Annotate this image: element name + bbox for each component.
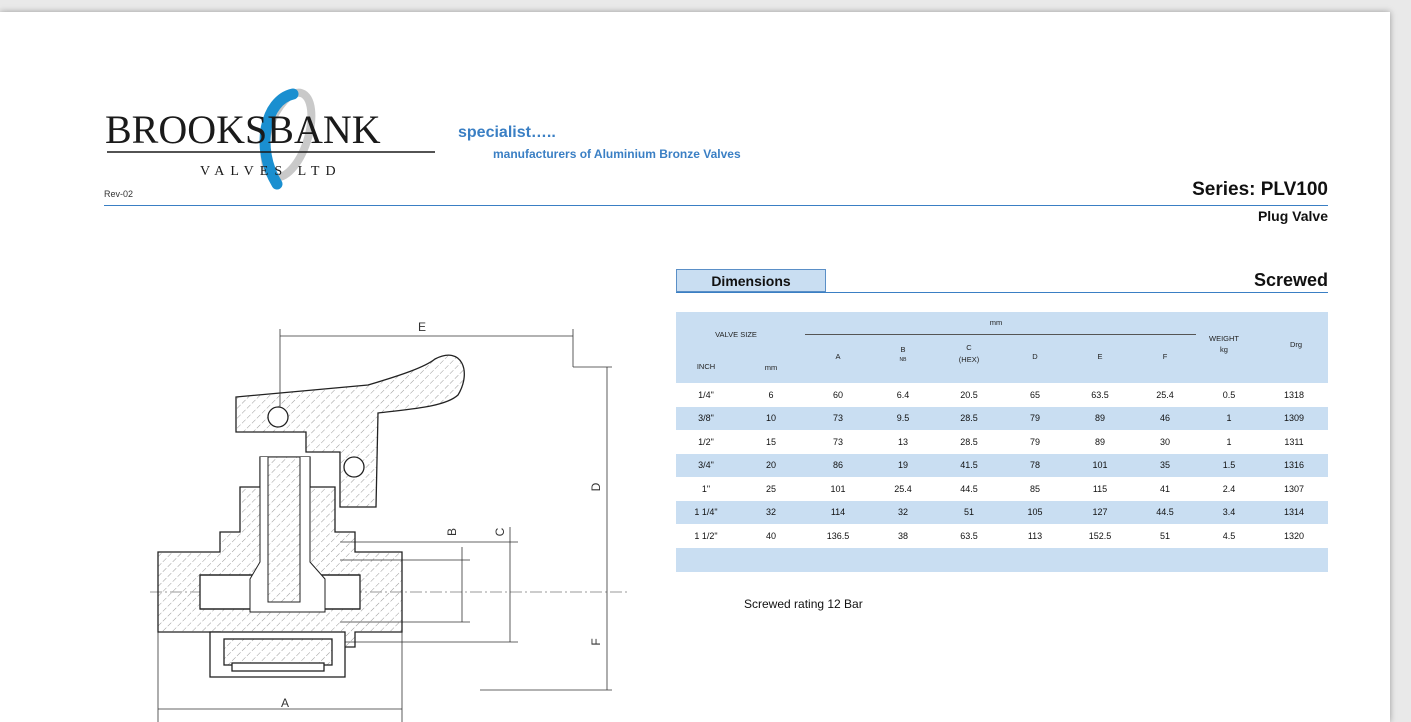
table-cell: 4.5	[1222, 530, 1236, 541]
dimensions-table	[676, 312, 1328, 572]
label-e: E	[417, 320, 427, 334]
table-cell: 1316	[1283, 460, 1305, 471]
table-cell: 20	[765, 460, 776, 471]
header-d: D	[1032, 352, 1038, 361]
table-cell: 105	[1027, 507, 1043, 518]
table-row	[676, 383, 1328, 407]
revision-label: Rev-02	[104, 189, 134, 199]
table-cell: 85	[1029, 483, 1040, 494]
table-cell: 51	[963, 507, 974, 518]
table-cell: 9.5	[896, 413, 910, 424]
label-a: A	[280, 696, 290, 710]
header-weight: WEIGHT	[1209, 334, 1239, 343]
table-cell: 20.5	[960, 389, 978, 400]
table-cell: 89	[1094, 413, 1105, 424]
table-cell: 136.5	[826, 530, 850, 541]
table-cell: 63.5	[960, 530, 978, 541]
table-cell: 1307	[1283, 483, 1305, 494]
product-subtitle: Plug Valve	[1257, 208, 1328, 224]
connection-type: Screwed	[1253, 270, 1328, 290]
table-cell: 1309	[1283, 413, 1305, 424]
table-cell: 1/4"	[698, 389, 714, 400]
table-cell: 101	[830, 483, 846, 494]
table-cell: 101	[1092, 460, 1108, 471]
table-cell: 1 1/2"	[694, 530, 718, 541]
table-cell: 73	[832, 413, 843, 424]
table-header	[676, 312, 1328, 383]
table-cell: 115	[1092, 483, 1108, 494]
header-c: C	[966, 343, 972, 352]
dimension-d	[573, 367, 612, 592]
label-d: D	[589, 482, 603, 492]
valve-technical-drawing	[140, 317, 630, 722]
table-body	[676, 383, 1328, 548]
table-cell: 44.5	[1156, 507, 1174, 518]
header-valve-size: VALVE SIZE	[715, 330, 757, 339]
header-mm: mm	[764, 363, 778, 372]
table-cell: 1311	[1284, 436, 1304, 447]
header-b-sub: NB	[899, 357, 907, 363]
table-cell: 113	[1027, 530, 1043, 541]
header-c-sub: (HEX)	[958, 355, 980, 364]
label-c: C	[493, 527, 507, 537]
label-b: B	[445, 527, 459, 537]
table-row	[676, 477, 1328, 501]
header-drg: Drg	[1289, 340, 1303, 349]
table-cell: 60	[832, 389, 843, 400]
header-mm-group: mm	[989, 318, 1003, 327]
tagline-specialist: specialist…..	[458, 124, 556, 141]
table-cell: 3/4"	[698, 460, 714, 471]
header-e: E	[1097, 352, 1103, 361]
table-cell: 1.5	[1222, 460, 1236, 471]
table-cell: 1318	[1283, 389, 1305, 400]
table-cell: 41.5	[960, 460, 978, 471]
table-cell: 0.5	[1222, 389, 1236, 400]
pressure-rating: Screwed rating 12 Bar	[744, 597, 863, 611]
brooksbank-logo	[105, 88, 445, 198]
table-cell: 10	[765, 413, 776, 424]
header-a: A	[835, 352, 841, 361]
table-cell: 73	[832, 436, 843, 447]
table-cell: 32	[897, 507, 908, 518]
table-row	[676, 501, 1328, 525]
section-rule	[676, 292, 1328, 293]
table-cell: 1320	[1283, 530, 1305, 541]
label-f: F	[589, 638, 603, 646]
dimension-f	[480, 592, 612, 690]
table-cell: 89	[1094, 436, 1105, 447]
document-page	[0, 12, 1390, 722]
table-cell: 3.4	[1222, 507, 1236, 518]
dimensions-tab: Dimensions	[676, 269, 826, 292]
table-cell: 78	[1029, 460, 1040, 471]
table-cell: 86	[832, 460, 843, 471]
table-cell: 35	[1159, 460, 1170, 471]
table-cell: 51	[1159, 530, 1170, 541]
table-cell: 79	[1029, 436, 1040, 447]
table-cell: 25.4	[1156, 389, 1174, 400]
valve-body	[158, 355, 464, 677]
table-cell: 1	[1226, 436, 1232, 447]
table-row	[676, 407, 1328, 431]
table-cell: 13	[897, 436, 908, 447]
table-cell: 1"	[701, 483, 711, 494]
table-row	[676, 430, 1328, 454]
logo-name: BROOKSBANK	[105, 107, 381, 152]
table-cell: 25	[765, 483, 776, 494]
table-cell: 15	[765, 436, 776, 447]
table-cell: 41	[1159, 483, 1170, 494]
table-cell: 32	[765, 507, 776, 518]
table-cell: 79	[1029, 413, 1040, 424]
table-row	[676, 454, 1328, 478]
header-b: B	[900, 345, 906, 354]
table-cell: 44.5	[960, 483, 978, 494]
table-cell: 127	[1092, 507, 1108, 518]
table-cell: 6.4	[896, 389, 910, 400]
table-cell: 1/2"	[698, 436, 714, 447]
table-cell: 30	[1159, 436, 1170, 447]
table-cell: 38	[897, 530, 908, 541]
table-cell: 19	[897, 460, 908, 471]
table-cell: 46	[1159, 413, 1170, 424]
table-cell: 65	[1029, 389, 1040, 400]
table-cell: 1314	[1283, 507, 1305, 518]
header-f: F	[1162, 352, 1168, 361]
header-rule	[104, 205, 1328, 206]
table-cell: 114	[830, 507, 846, 518]
table-row	[676, 524, 1328, 548]
header-mm-rule	[805, 334, 1196, 335]
header-weight-unit: kg	[1220, 345, 1228, 354]
header-inch: INCH	[696, 362, 716, 371]
table-cell: 40	[765, 530, 776, 541]
table-cell: 6	[768, 389, 774, 400]
table-cell: 25.4	[894, 483, 912, 494]
table-cell: 1 1/4"	[694, 507, 718, 518]
logo-sub: VALVES LTD	[200, 164, 342, 179]
table-cell: 152.5	[1088, 530, 1112, 541]
table-cell: 3/8"	[698, 413, 714, 424]
table-cell: 28.5	[960, 413, 978, 424]
series-title: Series: PLV100	[1192, 179, 1328, 200]
tagline-manufacturers: manufacturers of Aluminium Bronze Valves	[493, 147, 741, 161]
table-cell: 2.4	[1222, 483, 1236, 494]
table-empty-row	[676, 548, 1328, 572]
table-cell: 1	[1226, 413, 1232, 424]
table-cell: 28.5	[960, 436, 978, 447]
table-cell: 63.5	[1091, 389, 1109, 400]
